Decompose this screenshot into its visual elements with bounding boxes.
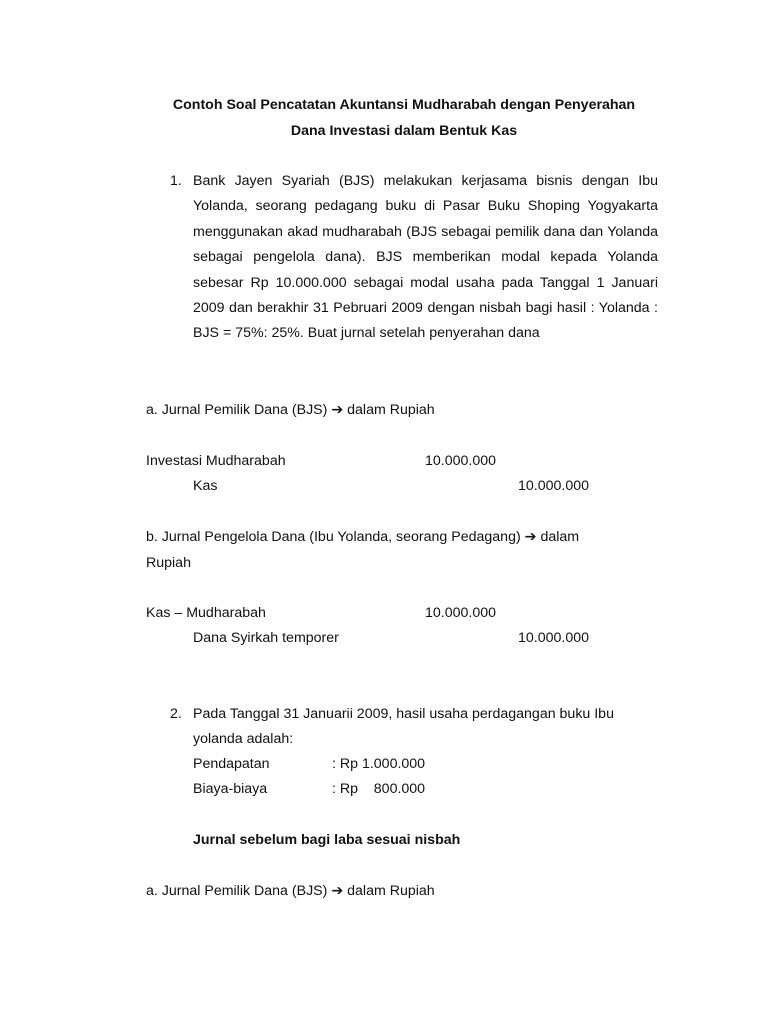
question-2-line-2: yolanda adalah: <box>193 731 294 747</box>
question-1-text: Bank Jayen Syariah (BJS) melakukan kerjasama bisnis dengan Ibu Yolanda, seorang pedagang buku di Pasar Buku Shoping Yogyakarta menggunakan akad mudharabah (BJS sebagai pemilik dana dan Yolanda sebagai pengelola dana). BJS memberikan modal kepada Yolanda sebesar Rp 10.000.000 sebagai modal usaha pada Tanggal 1 Januari 2009 dan berakhir 31 Pebruari 2009 dengan nisbah bagi hasil : Yolanda : BJS = 75%: 25%. Buat jurnal setelah penyerahan dana <box>193 173 658 342</box>
journal-a2-heading: a. Jurnal Pemilik Dana (BJS) ➔ dalam Rupiah <box>146 883 435 899</box>
journal-a-credit-account: Kas <box>193 478 218 494</box>
journal-subheading: Jurnal sebelum bagi laba sesuai nisbah <box>193 832 461 848</box>
right-arrow-icon: ➔ <box>331 402 344 418</box>
cost-label: Biaya-biaya <box>193 781 268 797</box>
journal-b-heading-line-2: Rupiah <box>146 555 191 571</box>
journal-a-debit-amount: 10.000.000 <box>425 453 497 469</box>
question-2-line-1: Pada Tanggal 31 Januarii 2009, hasil usaha perdagangan buku Ibu <box>193 706 614 722</box>
document-title-line-1: Contoh Soal Pencatatan Akuntansi Mudharabah dengan Penyerahan <box>172 97 636 113</box>
cost-value: : Rp 800.000 <box>332 781 426 797</box>
income-label: Pendapatan <box>193 756 270 772</box>
journal-b-debit-amount: 10.000.000 <box>425 605 497 621</box>
journal-b-debit-account: Kas – Mudharabah <box>146 605 266 621</box>
journal-b-credit-amount: 10.000.000 <box>518 630 590 646</box>
income-value: : Rp 1.000.000 <box>332 756 426 772</box>
right-arrow-icon: ➔ <box>331 883 344 899</box>
question-2-number: 2. <box>170 706 182 722</box>
journal-b-heading: b. Jurnal Pengelola Dana (Ibu Yolanda, seorang Pedagang) ➔ dalam <box>146 529 580 545</box>
document-title-line-2: Dana Investasi dalam Bentuk Kas <box>290 123 518 139</box>
journal-b-credit-account: Dana Syirkah temporer <box>193 630 339 646</box>
question-1-number: 1. <box>170 173 182 189</box>
journal-a-heading: a. Jurnal Pemilik Dana (BJS) ➔ dalam Rupiah <box>146 402 435 418</box>
right-arrow-icon: ➔ <box>524 529 537 545</box>
journal-a-debit-account: Investasi Mudharabah <box>146 453 286 469</box>
journal-a-credit-amount: 10.000.000 <box>518 478 590 494</box>
